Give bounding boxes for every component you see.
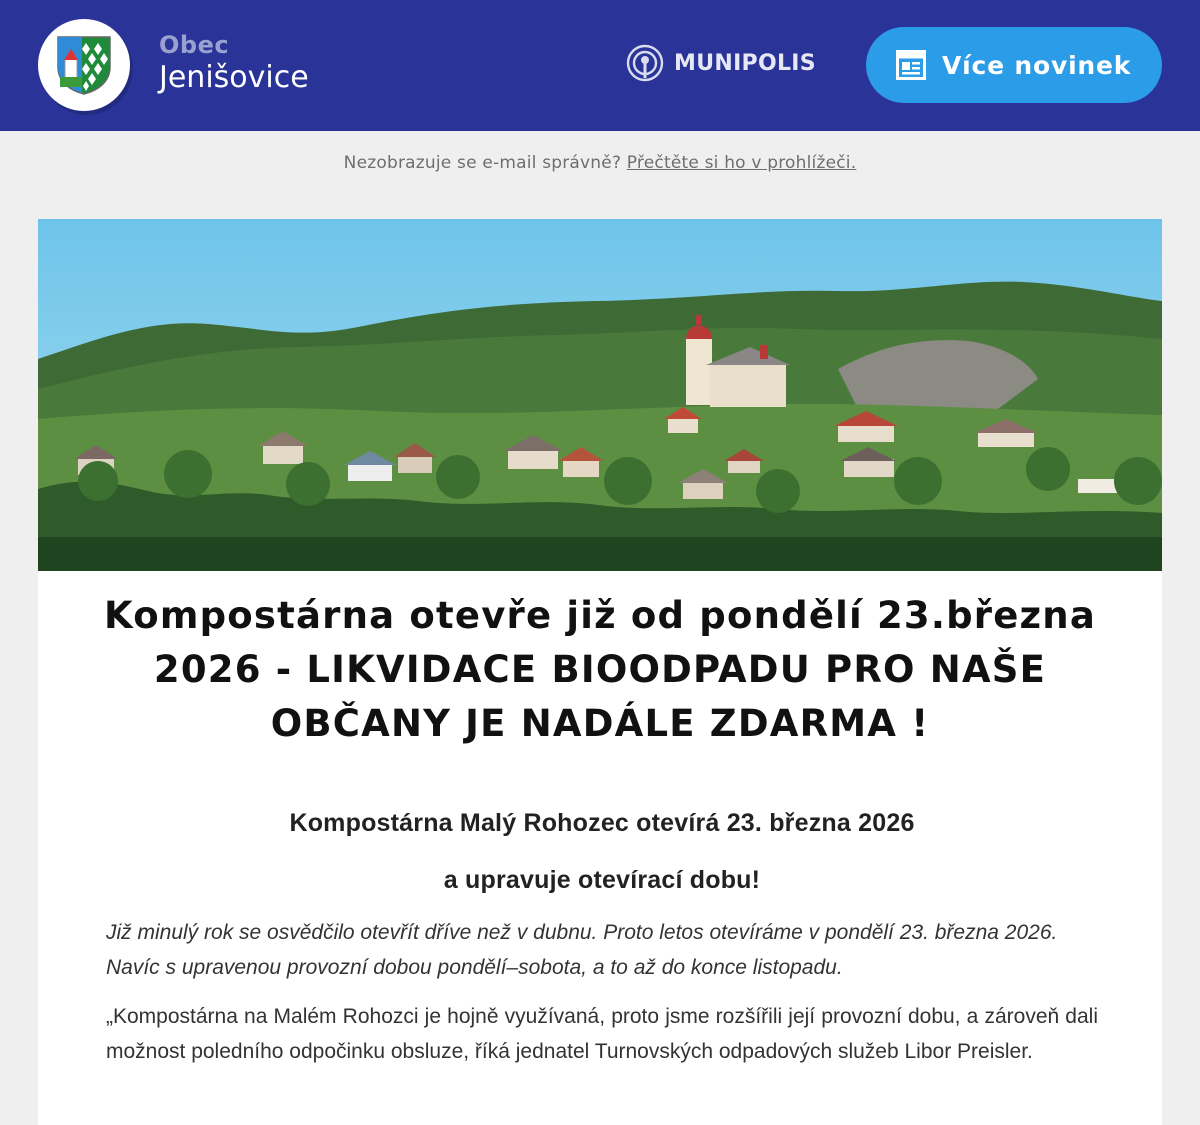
more-news-label: Více novinek	[942, 50, 1132, 80]
coat-of-arms-icon	[56, 35, 112, 95]
article-headline[interactable]: Kompostárna otevře již od pondělí 23.března 2026 - LIKVIDACE BIOODPADU PRO NAŠE OBČANY JE NADÁLE ZDARMA !	[103, 594, 1096, 745]
article-subtitle-1: Kompostárna Malý Rohozec otevírá 23. března 2026	[289, 809, 915, 837]
signal-icon	[626, 44, 664, 82]
view-in-browser-link[interactable]: Přečtěte si ho v prohlížeči.	[626, 153, 857, 173]
more-news-button[interactable]	[866, 27, 1162, 103]
article-subtitle-2: a upravuje otevírací dobu!	[443, 866, 761, 894]
partner-logo[interactable]	[626, 44, 816, 82]
brand-title: Jenišovice	[159, 60, 309, 95]
newspaper-icon	[896, 50, 926, 80]
view-in-browser-notice	[0, 153, 1200, 173]
partner-label: MUNIPOLIS	[674, 50, 816, 76]
municipality-name	[159, 30, 309, 96]
logo[interactable]	[38, 19, 130, 111]
article-paragraph-2: „Kompostárna na Malém Rohozci je hojně využívaná, proto jsme rozšířili její provozní dobu, a zároveň dali možnost poledního odpočinku obsluze, říká jednatel Turnovských odpadových služeb Libor Preisler.	[106, 1005, 1098, 1063]
village-landscape-image	[38, 219, 1162, 571]
article-card	[38, 219, 1162, 1125]
brand-small-label: Obec	[159, 31, 230, 59]
article-paragraph-1: Již minulý rok se osvědčilo otevřít dříve než v dubnu. Proto letos otevíráme v pondělí 23. března 2026. Navíc s upravenou provozní dobou pondělí–sobota, a to až do konce listopadu.	[106, 921, 1058, 979]
header	[0, 0, 1200, 131]
notice-text: Nezobrazuje se e-mail správně?	[343, 153, 622, 173]
article-body	[38, 789, 1162, 1069]
